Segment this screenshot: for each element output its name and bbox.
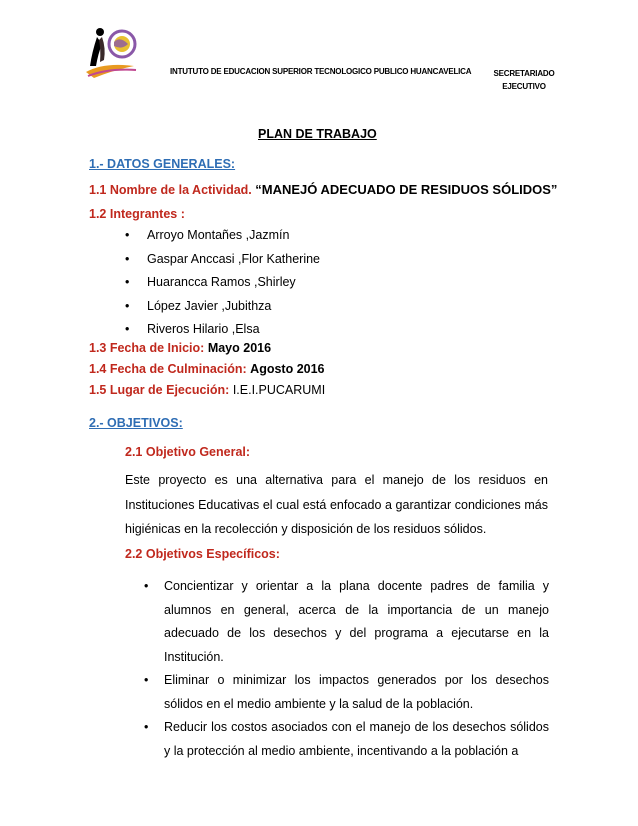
place-line bbox=[89, 383, 325, 397]
list-item bbox=[125, 320, 320, 344]
list-item bbox=[125, 297, 320, 321]
list-item bbox=[125, 273, 320, 297]
institution-logo bbox=[84, 22, 144, 82]
member-name: Arroyo Montañes ,Jazmín bbox=[147, 228, 290, 242]
members-list bbox=[125, 226, 320, 344]
page-title: PLAN DE TRABAJO bbox=[258, 127, 377, 141]
activity-value: “MANEJÓ ADECUADO DE RESIDUOS SÓLIDOS” bbox=[255, 182, 558, 197]
bullet-icon: • bbox=[144, 673, 149, 687]
list-item bbox=[144, 575, 549, 669]
end-date-value: Agosto 2016 bbox=[250, 362, 325, 376]
activity-label: 1.1 Nombre de la Actividad. bbox=[89, 183, 252, 197]
section-1-heading: 1.- DATOS GENERALES: bbox=[89, 157, 236, 171]
objective-text: Eliminar o minimizar los impactos generados por los desechos sólidos en el medio ambiente y la salud de la población. bbox=[164, 673, 549, 711]
member-name: Gaspar Anccasi ,Flor Katherine bbox=[147, 251, 320, 266]
bullet-icon: • bbox=[125, 228, 130, 242]
bullet-icon: • bbox=[125, 275, 130, 289]
bullet-icon: • bbox=[125, 298, 130, 313]
activity-line bbox=[89, 182, 557, 197]
bullet-icon: • bbox=[144, 579, 149, 593]
start-date-line bbox=[89, 341, 271, 355]
header-secretariat: SECRETARIADO EJECUTIVO bbox=[493, 69, 555, 91]
header-institution: INTUTUTO DE EDUCACION SUPERIOR TECNOLOGICO PUBLICO HUANCAVELICA bbox=[170, 67, 472, 76]
general-objective-text: Este proyecto es una alternativa para el manejo de los residuos en Instituciones Educativas el cual está enfocado a garantizar condiciones más higiénicas en la recolección y disposición de los residuos sólidos. bbox=[125, 473, 548, 536]
general-objective-label: 2.1 Objetivo General: bbox=[125, 445, 251, 459]
place-value: I.E.I.PUCARUMI bbox=[232, 383, 326, 397]
objective-text: Reducir los costos asociados con el manejo de los desechos sólidos y la protección al medio ambiente, incentivando a la población a bbox=[164, 720, 549, 758]
list-item bbox=[125, 226, 320, 250]
member-name: Huarancca Ramos ,Shirley bbox=[147, 275, 296, 289]
specific-objectives-list bbox=[144, 575, 549, 763]
list-item bbox=[144, 669, 549, 716]
end-date-label: 1.4 Fecha de Culminación: bbox=[89, 362, 247, 376]
list-item bbox=[125, 250, 320, 274]
objective-text: Concientizar y orientar a la plana docente padres de familia y alumnos en general, acerca de la importancia de un manejo adecuado de los desechos y del programa a ejecutarse en la Institución. bbox=[164, 579, 549, 664]
end-date-line bbox=[89, 362, 325, 376]
member-name: Riveros Hilario ,Elsa bbox=[147, 322, 260, 336]
bullet-icon: • bbox=[144, 720, 149, 734]
start-date-value: Mayo 2016 bbox=[207, 341, 272, 355]
start-date-label: 1.3 Fecha de Inicio: bbox=[89, 341, 205, 355]
section-2-heading: 2.- OBJETIVOS: bbox=[89, 416, 183, 430]
member-name: López Javier ,Jubithza bbox=[147, 298, 272, 313]
bullet-icon: • bbox=[125, 251, 130, 266]
place-label: 1.5 Lugar de Ejecución: bbox=[89, 383, 230, 397]
specific-objectives-label: 2.2 Objetivos Específicos: bbox=[125, 547, 280, 561]
list-item bbox=[144, 716, 549, 763]
members-label: 1.2 Integrantes : bbox=[89, 207, 185, 221]
bullet-icon: • bbox=[125, 322, 130, 336]
